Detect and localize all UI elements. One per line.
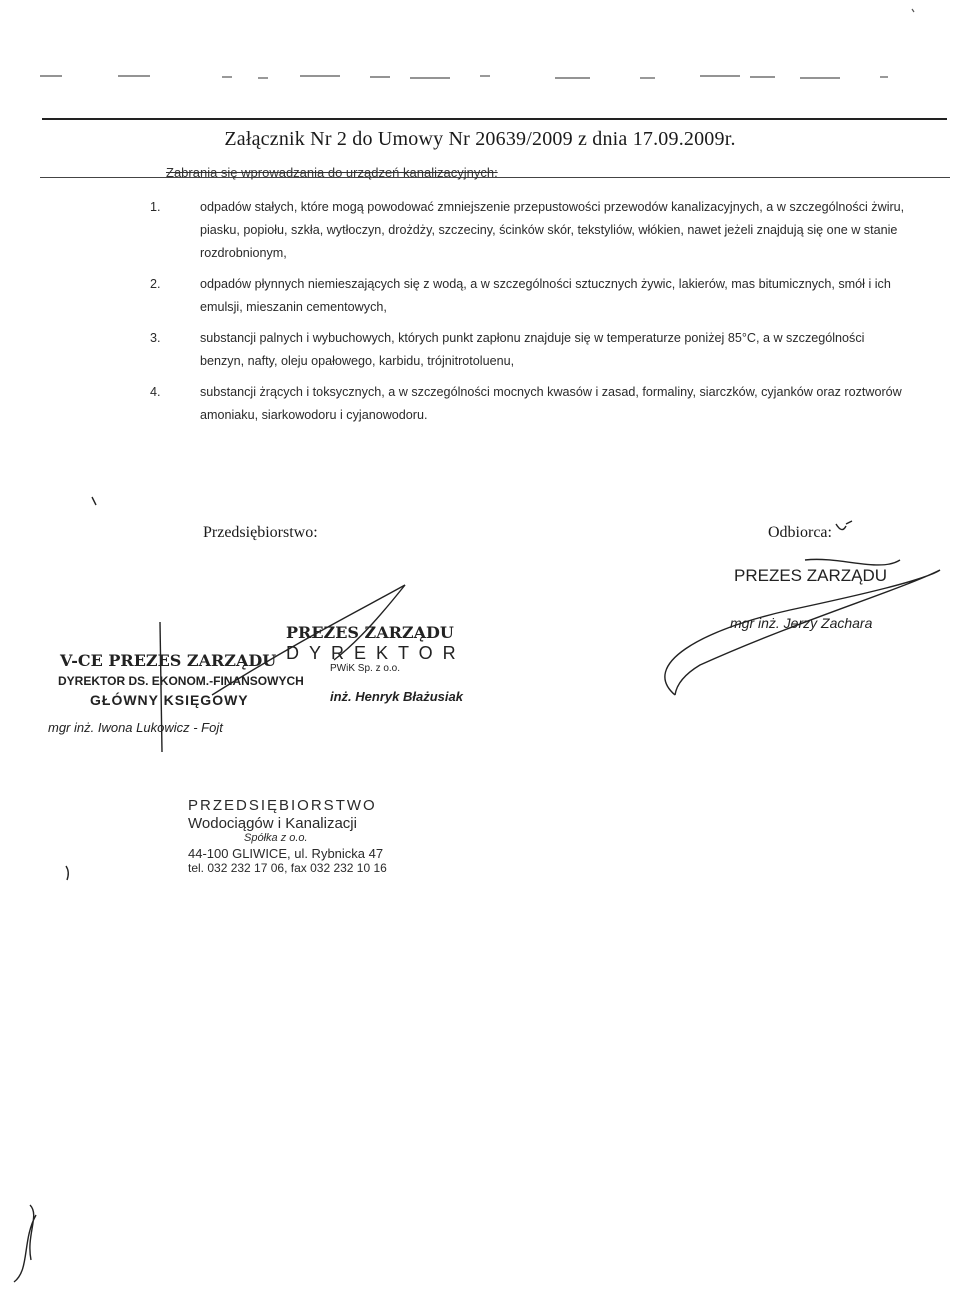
item-text: odpadów stałych, które mogą powodować zmniejszenie przepustowości przewodów kanalizacyjnych, a w szczególności żwiru, piasku, popiołu, szkła, wytłoczyn, drożdży, szczeciny, ścinków skór, tekstyliów, włókien, nawet jeżeli znajdują się one w stanie rozdrobnionym, [200, 200, 905, 260]
item-number: 4. [150, 385, 161, 399]
stamp-director-signer: inż. Henryk Błażusiak [330, 689, 463, 704]
stamp-vce-line3: GŁÓWNY KSIĘGOWY [90, 692, 249, 708]
enterprise-label: Przedsiębiorstwo: [203, 524, 318, 541]
company-stamp [188, 797, 387, 875]
item-number: 2. [150, 277, 161, 291]
stamp-vce-line2: DYREKTOR DS. EKONOM.-FINANSOWYCH [58, 674, 304, 688]
item-text: odpadów płynnych niemieszających się z wodą, a w szczególności sztucznych żywic, lakierów, mas bitumicznych, smół i ich emulsji, mieszanin cementowych, [200, 277, 891, 314]
document-title: Załącznik Nr 2 do Umowy Nr 20639/2009 z dnia 17.09.2009r. [224, 128, 736, 150]
company-stamp-line5: tel. 032 232 17 06, fax 032 232 10 16 [188, 861, 387, 875]
stamp-director-line2: DYREKTOR [286, 643, 466, 663]
company-stamp-line4: 44-100 GLIWICE, ul. Rybnicka 47 [188, 846, 384, 861]
stamp-director-line1: PREZES ZARZĄDU [286, 623, 454, 642]
stamp-recipient-signer: mgr inż. Jerzy Zachara [730, 615, 873, 631]
recipient-label: Odbiorca: [768, 524, 832, 541]
company-stamp-line3: Spółka z o.o. [244, 832, 308, 844]
stamp-director-line3: PWiK Sp. z o.o. [330, 663, 401, 674]
stamp-vce-signer: mgr inż. Iwona Lukowicz - Fojt [48, 720, 223, 735]
stamp-vce-line1: V-CE PREZES ZARZĄDU [60, 651, 277, 670]
item-number: 3. [150, 331, 161, 345]
stamp-recipient-line1: PREZES ZARZĄDU [734, 566, 888, 585]
intro-struck-text: Zabrania się wprowadzania do urządzeń kanalizacyjnych: [166, 165, 498, 180]
item-text: substancji żrących i toksycznych, a w szczególności mocnych kwasów i zasad, formaliny, siarczków, cyjanków oraz roztworów amoniaku, siarkowodoru i cyjanowodoru. [200, 385, 902, 422]
company-stamp-line1: PRZEDSIĘBIORSTWO [188, 797, 377, 814]
item-number: 1. [150, 200, 161, 214]
item-text: substancji palnych i wybuchowych, których punkt zapłonu znajduje się w temperaturze poniżej 85°C, a w szczególności benzyn, nafty, oleju opałowego, karbidu, trójnitrotoluenu, [200, 331, 865, 368]
company-stamp-line2: Wodociągów i Kanalizacji [188, 815, 357, 832]
